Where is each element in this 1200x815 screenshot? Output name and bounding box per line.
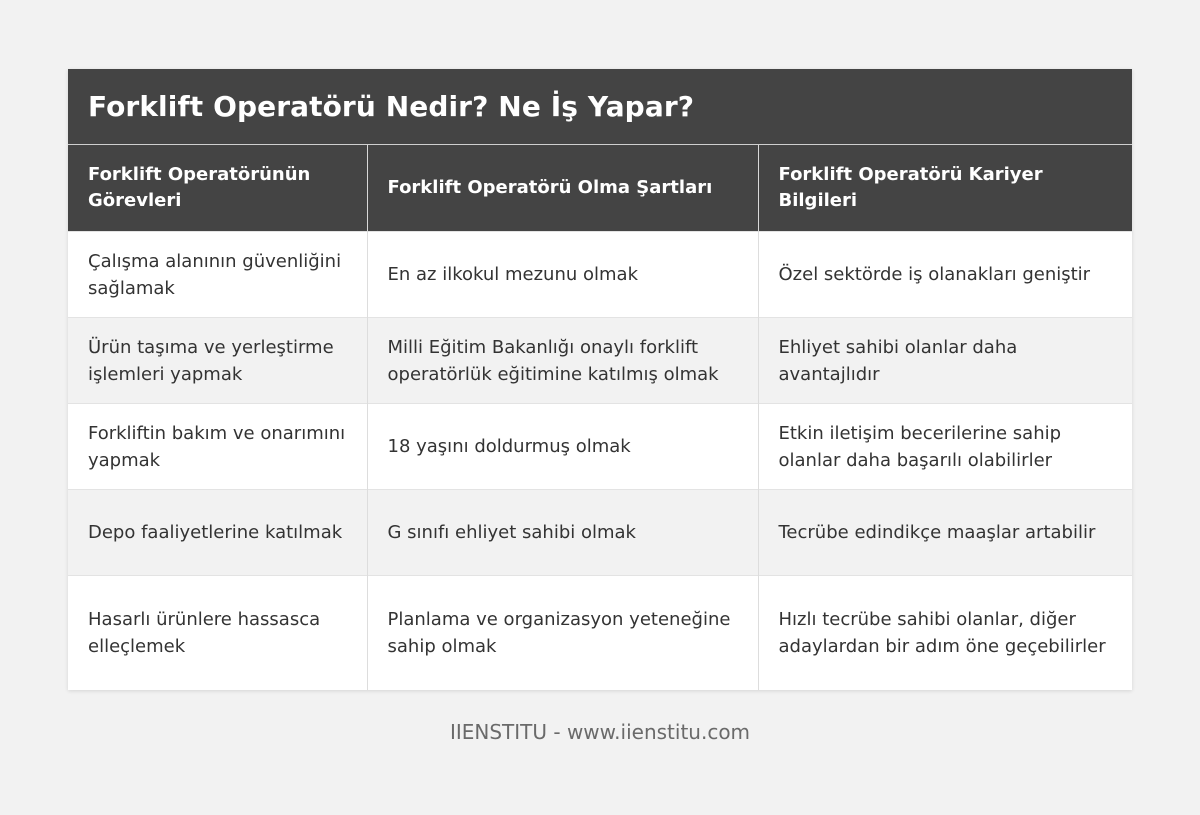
column-header-duties: Forklift Operatörünün Görevleri: [68, 145, 367, 232]
footer-credit: IIENSTITU - www.iienstitu.com: [449, 720, 751, 744]
info-table: [68, 145, 1132, 690]
table-cell: Ehliyet sahibi olanlar daha avantajlıdır: [758, 318, 1132, 404]
table-row: [68, 490, 1132, 576]
table-header-row: [68, 145, 1132, 232]
table-cell: Özel sektörde iş olanakları geniştir: [758, 232, 1132, 318]
table-cell: Forkliftin bakım ve onarımını yapmak: [68, 404, 367, 490]
page-title: Forklift Operatörü Nedir? Ne İş Yapar?: [88, 90, 695, 123]
table-cell: 18 yaşını doldurmuş olmak: [367, 404, 758, 490]
table-cell: Planlama ve organizasyon yeteneğine sahip olmak: [367, 576, 758, 690]
table-cell: G sınıfı ehliyet sahibi olmak: [367, 490, 758, 576]
table-row: [68, 404, 1132, 490]
table-row: [68, 576, 1132, 690]
table-row: [68, 232, 1132, 318]
table-cell: Çalışma alanının güvenliğini sağlamak: [68, 232, 367, 318]
column-header-requirements: Forklift Operatörü Olma Şartları: [367, 145, 758, 232]
table-cell: Hasarlı ürünlere hassasca elleçlemek: [68, 576, 367, 690]
table-cell: Hızlı tecrübe sahibi olanlar, diğer adaylardan bir adım öne geçebilirler: [758, 576, 1132, 690]
column-header-career: Forklift Operatörü Kariyer Bilgileri: [758, 145, 1132, 232]
table-cell: En az ilkokul mezunu olmak: [367, 232, 758, 318]
table-cell: Etkin iletişim becerilerine sahip olanlar daha başarılı olabilirler: [758, 404, 1132, 490]
table-cell: Ürün taşıma ve yerleştirme işlemleri yapmak: [68, 318, 367, 404]
title-bar: [68, 69, 1132, 145]
table-cell: Tecrübe edindikçe maaşlar artabilir: [758, 490, 1132, 576]
table-card: [68, 69, 1132, 690]
table-cell: Depo faaliyetlerine katılmak: [68, 490, 367, 576]
table-cell: Milli Eğitim Bakanlığı onaylı forklift operatörlük eğitimine katılmış olmak: [367, 318, 758, 404]
table-row: [68, 318, 1132, 404]
